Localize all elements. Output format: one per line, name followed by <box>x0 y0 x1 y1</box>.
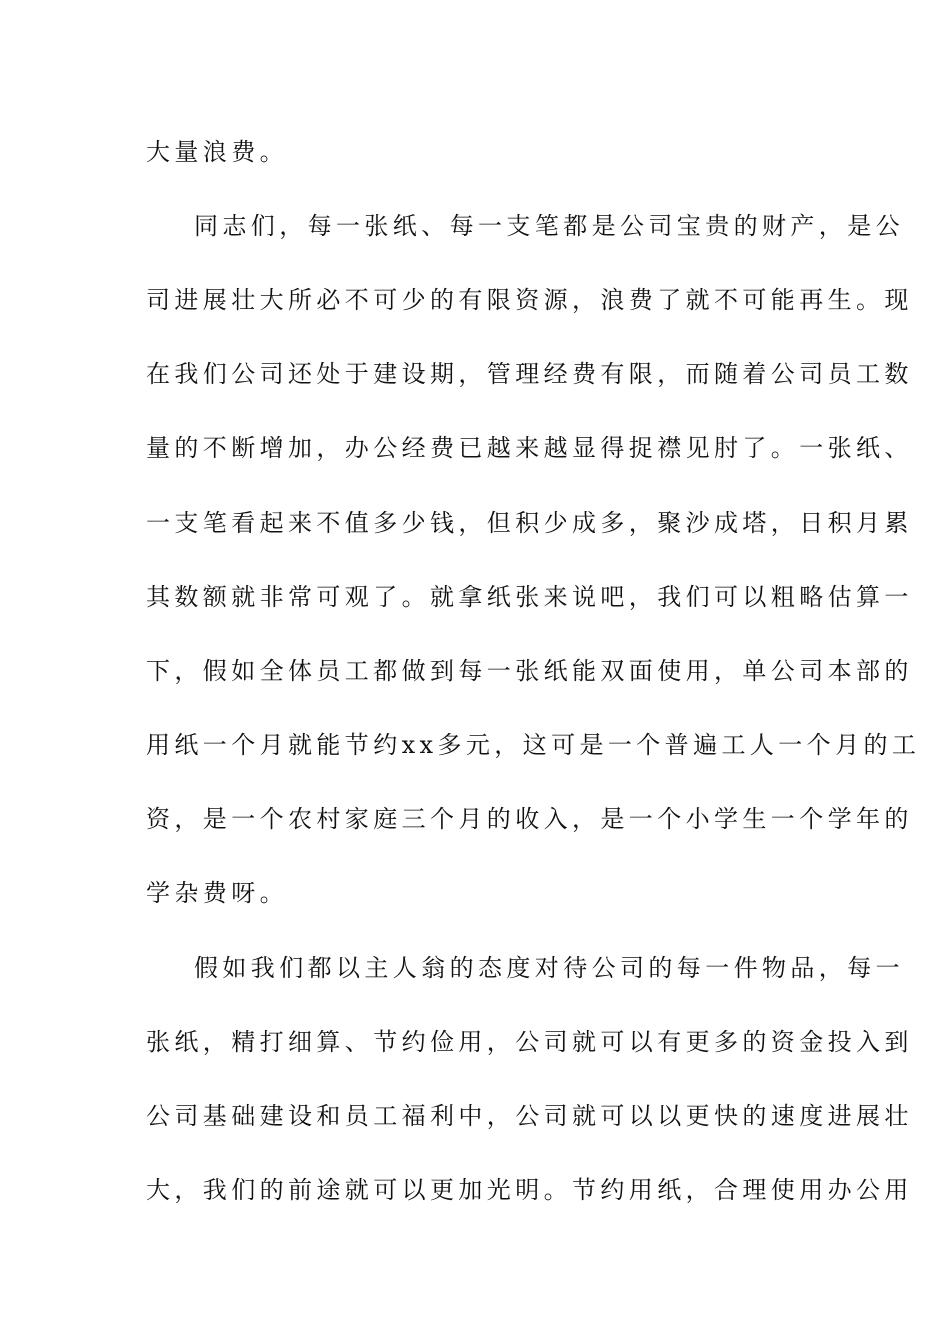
paragraph-start-line: 同志们，每一张纸、每一支笔都是公司宝贵的财产，是公 <box>194 212 904 240</box>
text-line: 其数额就非常可观了。就拿纸张来说吧，我们可以粗略估算一 <box>146 583 913 611</box>
text-line: 公司基础建设和员工福利中，公司就可以以更快的速度进展壮 <box>146 1102 913 1130</box>
text-line: 学杂费呀。 <box>146 879 288 907</box>
paragraph-start-line: 假如我们都以主人翁的态度对待公司的每一件物品，每一 <box>194 954 904 982</box>
text-line: 大，我们的前途就可以更加光明。节约用纸，合理使用办公用 <box>146 1176 913 1204</box>
text-line: 张纸，精打细算、节约俭用，公司就可以有更多的资金投入到 <box>146 1028 913 1056</box>
text-line: 司进展壮大所必不可少的有限资源，浪费了就不可能再生。现 <box>146 286 913 314</box>
text-line: 一支笔看起来不值多少钱，但积少成多，聚沙成塔，日积月累 <box>146 509 913 537</box>
text-line: 大量浪费。 <box>146 138 288 166</box>
text-line: 资，是一个农村家庭三个月的收入，是一个小学生一个学年的 <box>146 805 913 833</box>
text-line: 下，假如全体员工都做到每一张纸能双面使用，单公司本部的 <box>146 657 913 685</box>
text-line: 量的不断增加，办公经费已越来越显得捉襟见肘了。一张纸、 <box>146 434 913 462</box>
text-line: 在我们公司还处于建设期，管理经费有限，而随着公司员工数 <box>146 360 913 388</box>
text-line: 用纸一个月就能节约xx多元，这可是一个普遍工人一个月的工 <box>146 731 921 759</box>
